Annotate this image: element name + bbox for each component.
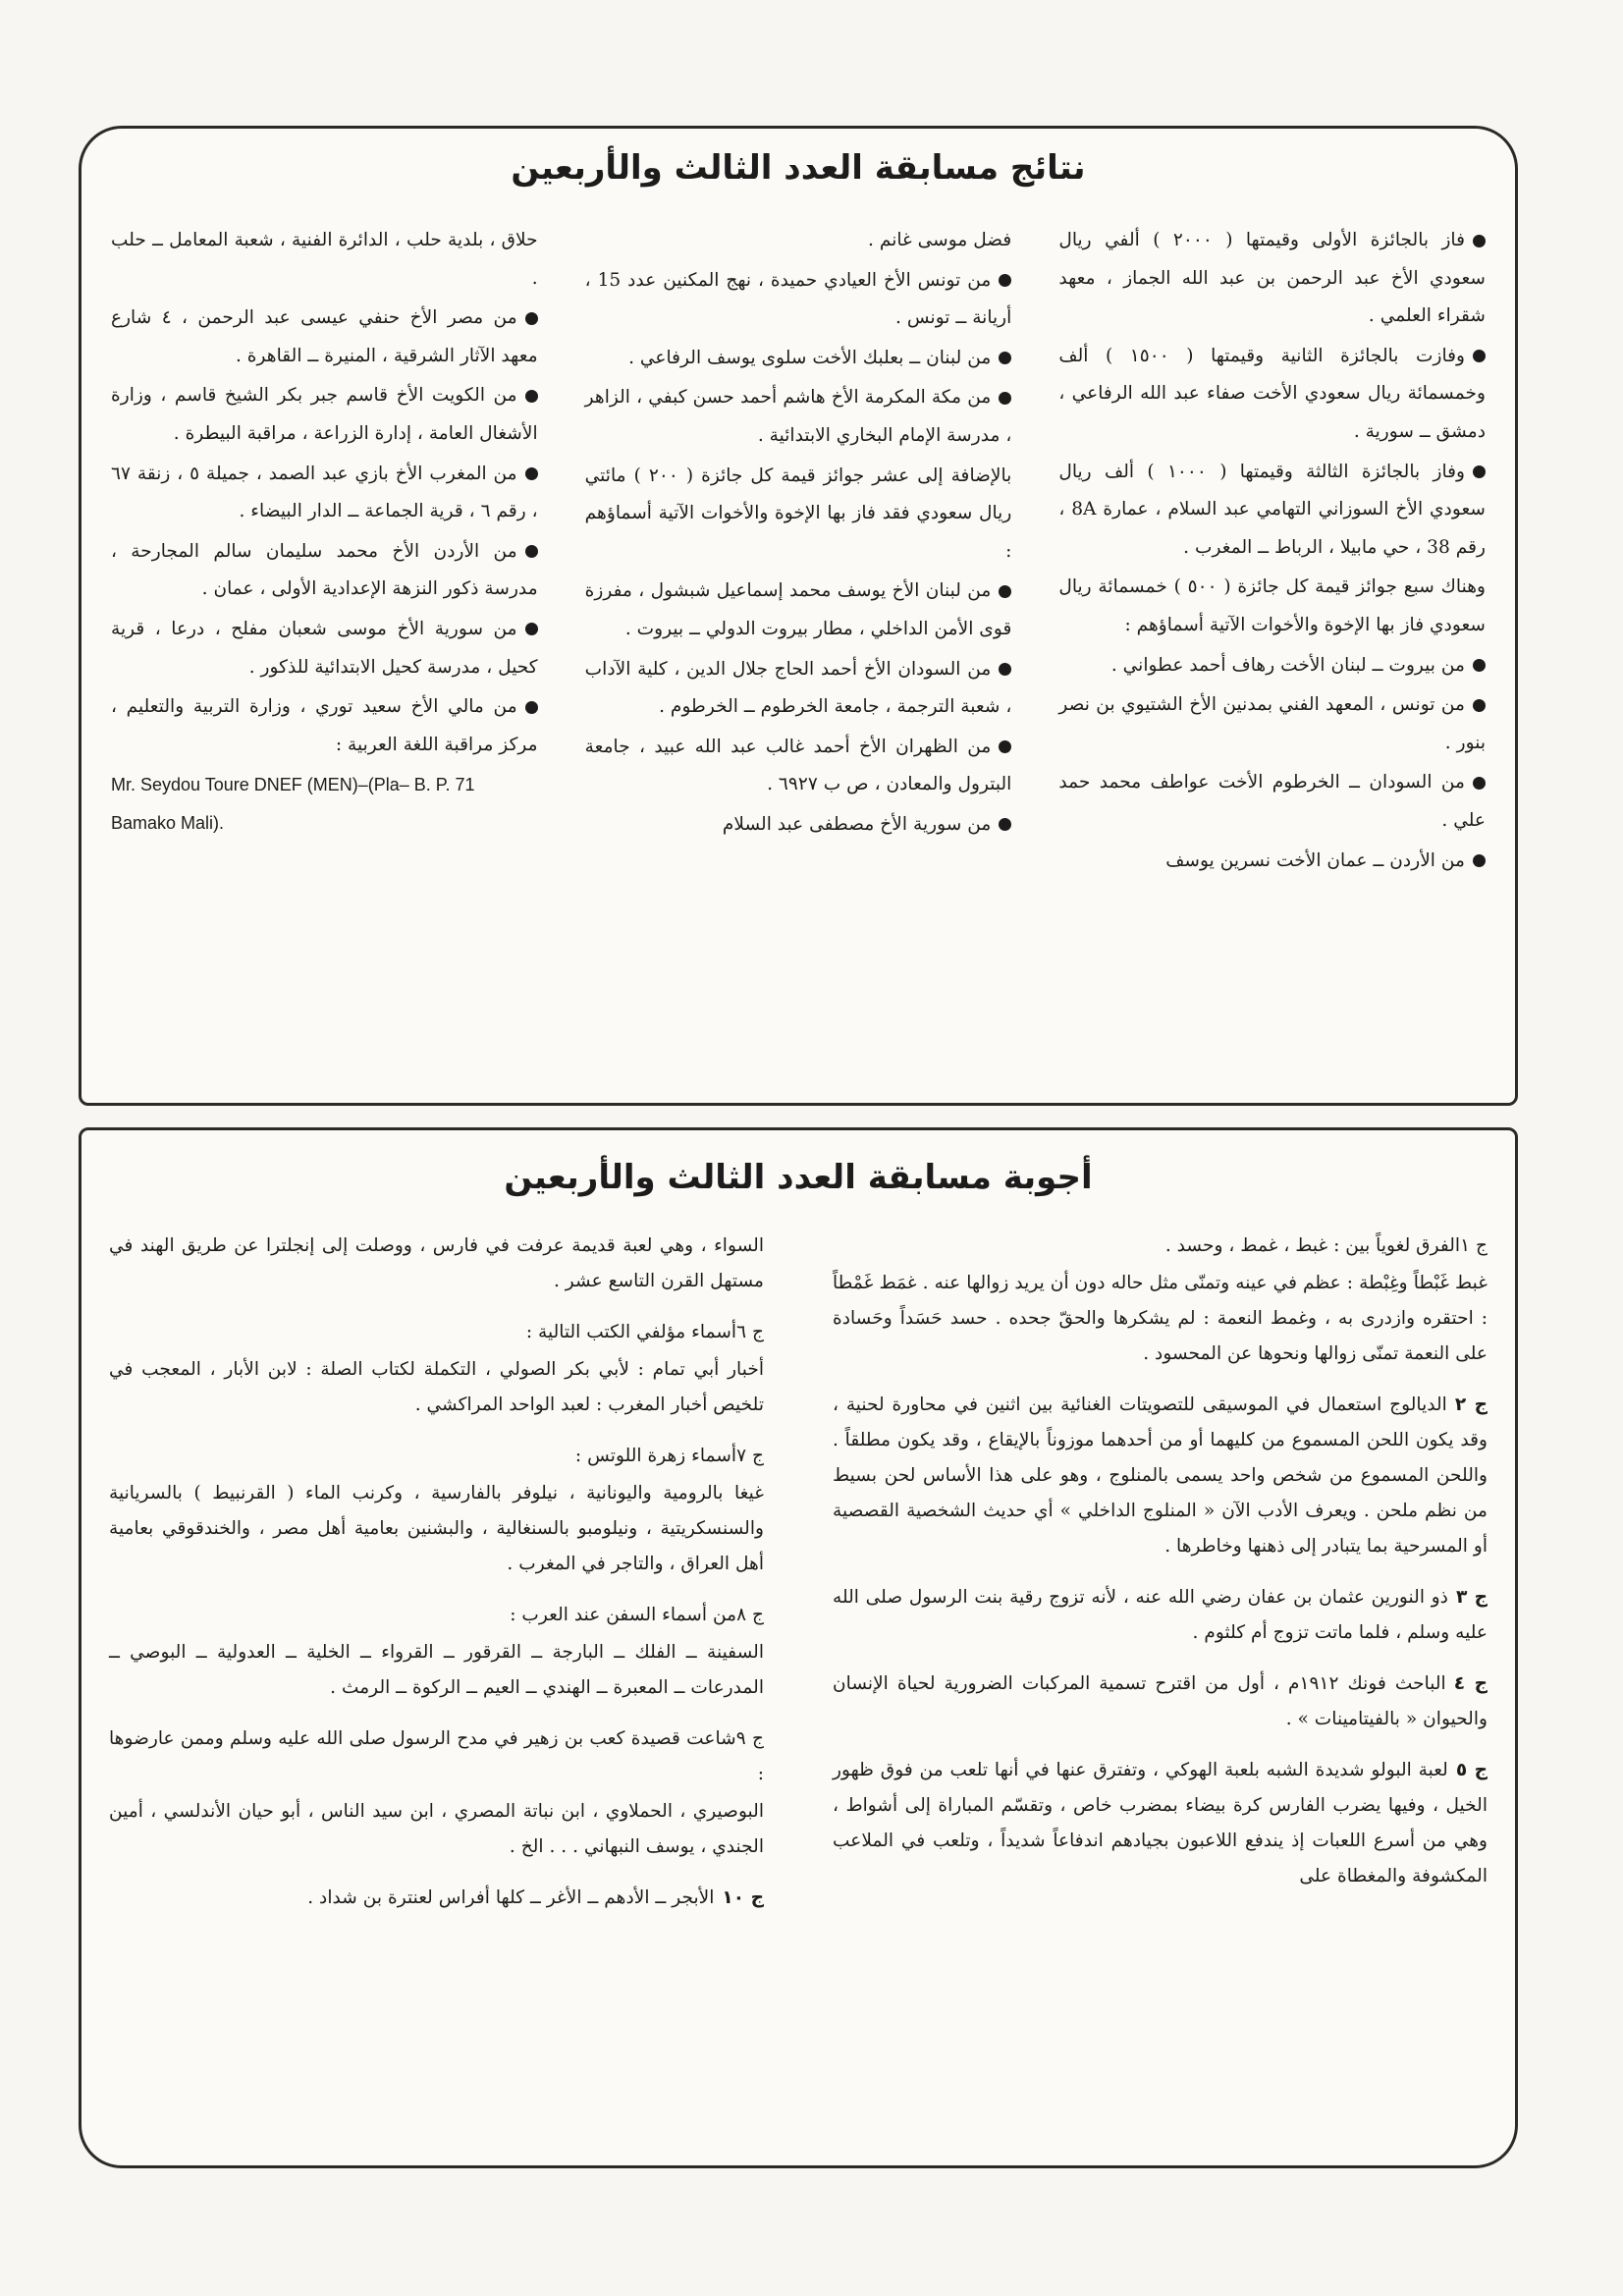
bullet-icon [999,392,1011,405]
bullet-icon [1473,659,1486,672]
winner-entry [585,573,1012,648]
latin-address [111,766,538,842]
entry-text: من الأردن الأخ محمد سليمان سالم المجارحة ، مدرسة ذكور النزهة الإعدادية الأولى ، عمان . [110,540,538,600]
bullet-icon [999,818,1011,831]
entry-text: من لبنان ــ بعلبك الأخت سلوى يوسف الرفاعي . [628,347,992,368]
bullet-icon [999,585,1011,598]
answer-paragraph [833,1753,1488,1894]
winner-entry [1058,338,1486,452]
bullet-icon [525,623,538,635]
entry-text: من مصر الأخ حنفي عيسى عبد الرحمن ، ٤ شارع معهد الآثار الشرقية ، المنيرة ــ القاهرة . [110,307,538,366]
answer-text: البوصيري ، الحملاوي ، ابن نباتة المصري ، ابن سيد الناس ، أبو حيان الأندلسي ، أمين الجندي ، يوسف النبهاني . . . الخ . [109,1801,764,1857]
answers-column-right [833,1229,1488,2146]
entry-text: حلاق ، بلدية حلب ، الدائرة الفنية ، شعبة المعامل ــ حلب . [110,230,538,289]
answer-text: أسماء مؤلفي الكتب التالية : [525,1322,737,1342]
answer-paragraph [109,1635,764,1706]
bullet-icon [525,467,538,480]
winner-entry [1058,686,1486,762]
entry-text: من الكويت الأخ قاسم جبر بكر الشيخ قاسم ، وزارة الأشغال العامة ، إدارة الزراعة ، مراقبة البيطرة . [110,385,538,444]
text-paragraph [1058,569,1486,644]
bullet-icon [999,352,1011,364]
answer-paragraph [109,1881,764,1916]
entry-text: من سورية الأخ مصطفى عبد السلام [722,813,992,835]
entry-text: من تونس الأخ العيادي حميدة ، نهج المكنين عدد 15 ، أريانة ــ تونس . [584,269,1012,329]
answer-text: أخبار أبي تمام : لأبي بكر الصولي ، التكملة لكتاب الصلة : لابن الأبار ، المعجب في تلخيص أخبار المغرب : لعبد الواحد المراكشي . [109,1359,764,1415]
bullet-icon [1473,854,1486,867]
entry-text: بالإضافة إلى عشر جوائز قيمة كل جائزة ( ٢٠٠ ) مائتي ريال سعودي فقد فاز بها الإخوة والأخوات الآتية أسماؤهم : [584,465,1012,562]
answer-paragraph [109,1439,764,1474]
winner-entry [585,806,1012,845]
answer-number: ج ٧ [736,1446,764,1466]
contest-results-panel [79,126,1518,1106]
winner-entry [111,456,538,531]
bullet-icon [1473,777,1486,790]
entry-text: وهناك سبع جوائز قيمة كل جائزة ( ٥٠٠ ) خمسمائة ريال سعودي فاز بها الإخوة والأخوات الآتية أسماؤهم : [1058,576,1486,635]
entry-text: من لبنان الأخ يوسف محمد إسماعيل شبشول ، مفرزة قوى الأمن الداخلي ، مطار بيروت الدولي ــ بيروت . [584,580,1012,639]
bullet-icon [525,701,538,714]
entry-text: وفاز بالجائزة الثالثة وقيمتها ( ١٠٠٠ ) ألف ريال سعودي الأخ السوزاني التهامي عبد السلام ، عمارة 8A ، رقم 38 ، حي مابيلا ، الرباط ــ المغرب . [1058,461,1486,558]
contest-answers-panel [79,1127,1518,2168]
entry-text: من مكة المكرمة الأخ هاشم أحمد حسن كبفي ، الزاهر ، مدرسة الإمام البخاري الابتدائية . [584,387,1012,446]
answer-text: الأبجر ــ الأدهم ــ الأغر ــ كلها أفراس لعنترة بن شداد . [307,1887,715,1908]
winner-entry [111,377,538,453]
entry-text: فضل موسى غانم . [868,230,1012,250]
answer-text: شاعت قصيدة كعب بن زهير في مدح الرسول صلى الله عليه وسلم وممن عارضوها : [109,1728,764,1784]
answer-text: من أسماء السفن عند العرب : [510,1605,737,1625]
answer-text: الديالوج استعمال في الموسيقى للتصويتات الغنائية بين اثنين في محاورة لحنية ، وقد يكون اللحن المسموع من كليهما أو من أحدهما موزوناً بالإيقاع ، وقد يكون مطلقاً . واللحن المسموع من شخص واحد يسمى بالمنلوج ، وهو على هذا الأساس لحن بسيط من نظم ملحن . ويعرف الأدب الآن « المنلوج الداخلي » أي حديث الشخصية القصصية أو المسرحية بما يتبادر إلى ذهنها وخاطرها . [833,1394,1488,1557]
winner-entry [1058,764,1486,840]
entry-text: من المغرب الأخ بازي عبد الصمد ، جميلة ٥ ، زنقة ٦٧ ، رقم ٦ ، قرية الجماعة ــ الدار البيضاء . [110,463,538,522]
answer-text: الفرق لغوياً بين : غبط ، غمط ، وحسد . [1164,1235,1461,1256]
answer-paragraph [109,1794,764,1865]
results-column-right [1058,222,1486,1083]
answer-text: السواء ، وهي لعبة قديمة عرفت في فارس ، ووصلت إلى إنجلترا عن طريق الهند في مستهل القرن التاسع عشر . [109,1235,764,1291]
answer-number: ج ١٠ [722,1887,764,1908]
text-paragraph [111,222,538,298]
text-paragraph [585,458,1012,572]
answers-title: أجوبة مسابقة العدد الثالث والأربعين [504,1158,1093,1197]
answers-column-left [109,1229,764,2146]
bullet-icon [525,545,538,558]
answer-paragraph [109,1722,764,1792]
entry-text: من السودان ــ الخرطوم الأخت عواطف محمد حمد علي . [1058,772,1486,831]
answer-text: السفينة ــ الفلك ــ البارجة ــ القرقور ــ القرواء ــ الخلية ــ العدولية ــ البوصي ــ المدرعات ــ المعبرة ــ الهندي ــ العيم ــ الركوة ــ الرمث . [109,1642,764,1698]
bullet-icon [999,740,1011,753]
results-column-left [111,222,538,1083]
entry-text: فاز بالجائزة الأولى وقيمتها ( ٢٠٠٠ ) ألفي ريال سعودي الأخ عبد الرحمن بن عبد الله الجماز ، معهد شقراء العلمي . [1058,230,1486,327]
answer-paragraph [109,1229,764,1299]
answer-number: ج ٨ [736,1605,764,1625]
answer-number: ج ٥ [1455,1760,1488,1780]
answer-text: أسماء زهرة اللوتس : [574,1446,737,1466]
answer-paragraph [109,1598,764,1633]
results-column-middle [585,222,1012,1083]
winner-entry [111,611,538,686]
winner-entry [1058,222,1486,336]
winner-entry [1058,647,1486,685]
results-columns [111,222,1486,1083]
answer-paragraph [833,1229,1488,1264]
winner-entry [111,300,538,375]
bullet-icon [999,663,1011,676]
entry-text: وفازت بالجائزة الثانية وقيمتها ( ١٥٠٠ ) ألف وخمسمائة ريال سعودي الأخت صفاء عبد الله الرفاعي ، دمشق ــ سورية . [1058,345,1486,442]
winner-entry [585,262,1012,338]
entry-text: من الأردن ــ عمان الأخت نسرين يوسف [1165,849,1465,871]
bullet-icon [1473,235,1486,247]
winner-entry [585,379,1012,455]
answer-paragraph [833,1388,1488,1564]
results-title: نتائج مسابقة العدد الثالث والأربعين [511,148,1086,188]
answer-number: ج ٦ [736,1322,764,1342]
bullet-icon [1473,699,1486,712]
answer-number: ج ٢ [1454,1394,1488,1415]
answer-number: ج ٣ [1455,1587,1488,1608]
answer-number: ج ١ [1460,1235,1488,1256]
entry-text: من سورية الأخ موسى شعبان مفلح ، درعا ، قرية كحيل ، مدرسة كحيل الابتدائية للذكور . [110,618,538,678]
winner-entry [585,729,1012,804]
winner-entry [1058,454,1486,568]
answer-text: الباحث فونك ١٩١٢م ، أول من اقترح تسمية المركبات الضرورية لحياة الإنسان والحيوان « بالفيتامينات » . [833,1673,1488,1729]
bullet-icon [1473,465,1486,478]
entry-text: من الظهران الأخ أحمد غالب عبد الله عبيد ، جامعة البترول والمعادن ، ص ب ٦٩٢٧ . [584,736,1012,795]
answer-number: ج ٩ [735,1728,764,1749]
answer-paragraph [109,1315,764,1350]
answer-text: ذو النورين عثمان بن عفان رضي الله عنه ، لأنه تزوج رقية بنت الرسول صلى الله عليه وسلم ، فلما ماتت تزوج أم كلثوم . [833,1587,1488,1643]
answer-text: غيغا بالرومية واليونانية ، نيلوفر بالفارسية ، وكرنب الماء ( القرنبيط ) بالسريانية والسنسكريتية ، ونيلومبو بالسنغالية ، والبشنين بعامية أهل مصر ، والخندقوقي بعامية أهل العراق ، والتاجر في المغرب . [109,1483,764,1574]
entry-text: من السودان الأخ أحمد الحاج جلال الدين ، كلية الآداب ، شعبة الترجمة ، جامعة الخرطوم ــ الخرطوم . [584,658,1012,718]
answer-paragraph [833,1266,1488,1372]
entry-text: من بيروت ــ لبنان الأخت رهاف أحمد عطواني . [1110,654,1465,676]
answer-paragraph [109,1352,764,1423]
entry-text: من مالي الأخ سعيد توري ، وزارة التربية والتعليم ، مركز مراقبة اللغة العربية : [110,696,538,755]
entry-text: Mr. Seydou Toure DNEF (MEN)–(Pla– B. P. 71 Bamako Mali). [110,775,475,833]
bullet-icon [525,312,538,325]
winner-entry [585,651,1012,727]
answers-columns [109,1229,1488,2146]
winner-entry [585,340,1012,378]
winner-entry [111,688,538,764]
text-paragraph [585,222,1012,260]
bullet-icon [999,274,1011,287]
bullet-icon [525,390,538,403]
winner-entry [111,533,538,609]
winner-entry [1058,843,1486,881]
bullet-icon [1473,350,1486,362]
answer-text: لعبة البولو شديدة الشبه بلعبة الهوكي ، وتفترق عنها في أنها تلعب من فوق ظهور الخيل ، وفيها يضرب الفارس كرة بيضاء بمضرب خاص ، وتقسّم المباراة إلى أشواط ، وهي من أسرع اللعبات إذ يندفع اللاعبون بجيادهم اندفاعاً شديداً ، وتلعب في الملاعب المكشوفة والمغطاة على [833,1760,1488,1886]
answer-paragraph [833,1580,1488,1651]
entry-text: من تونس ، المعهد الفني بمدنين الأخ الشتيوي بن نصر بنور . [1058,694,1486,753]
answer-number: ج ٤ [1453,1673,1488,1694]
answer-paragraph [833,1667,1488,1737]
answer-text: غبط غَبْطاً وغِبْطة : عظم في عينه وتمنّى مثل حاله دون أن يريد زوالها عنه . غمَط غَمْطاً : احتقره وازدرى به ، وغمط النعمة : لم يشكرها والحقّ جحده . حسد حَسَداً وحَسادة على النعمة تمنّى زوالها ونحوها عن المحسود . [833,1273,1488,1364]
answer-paragraph [109,1476,764,1582]
